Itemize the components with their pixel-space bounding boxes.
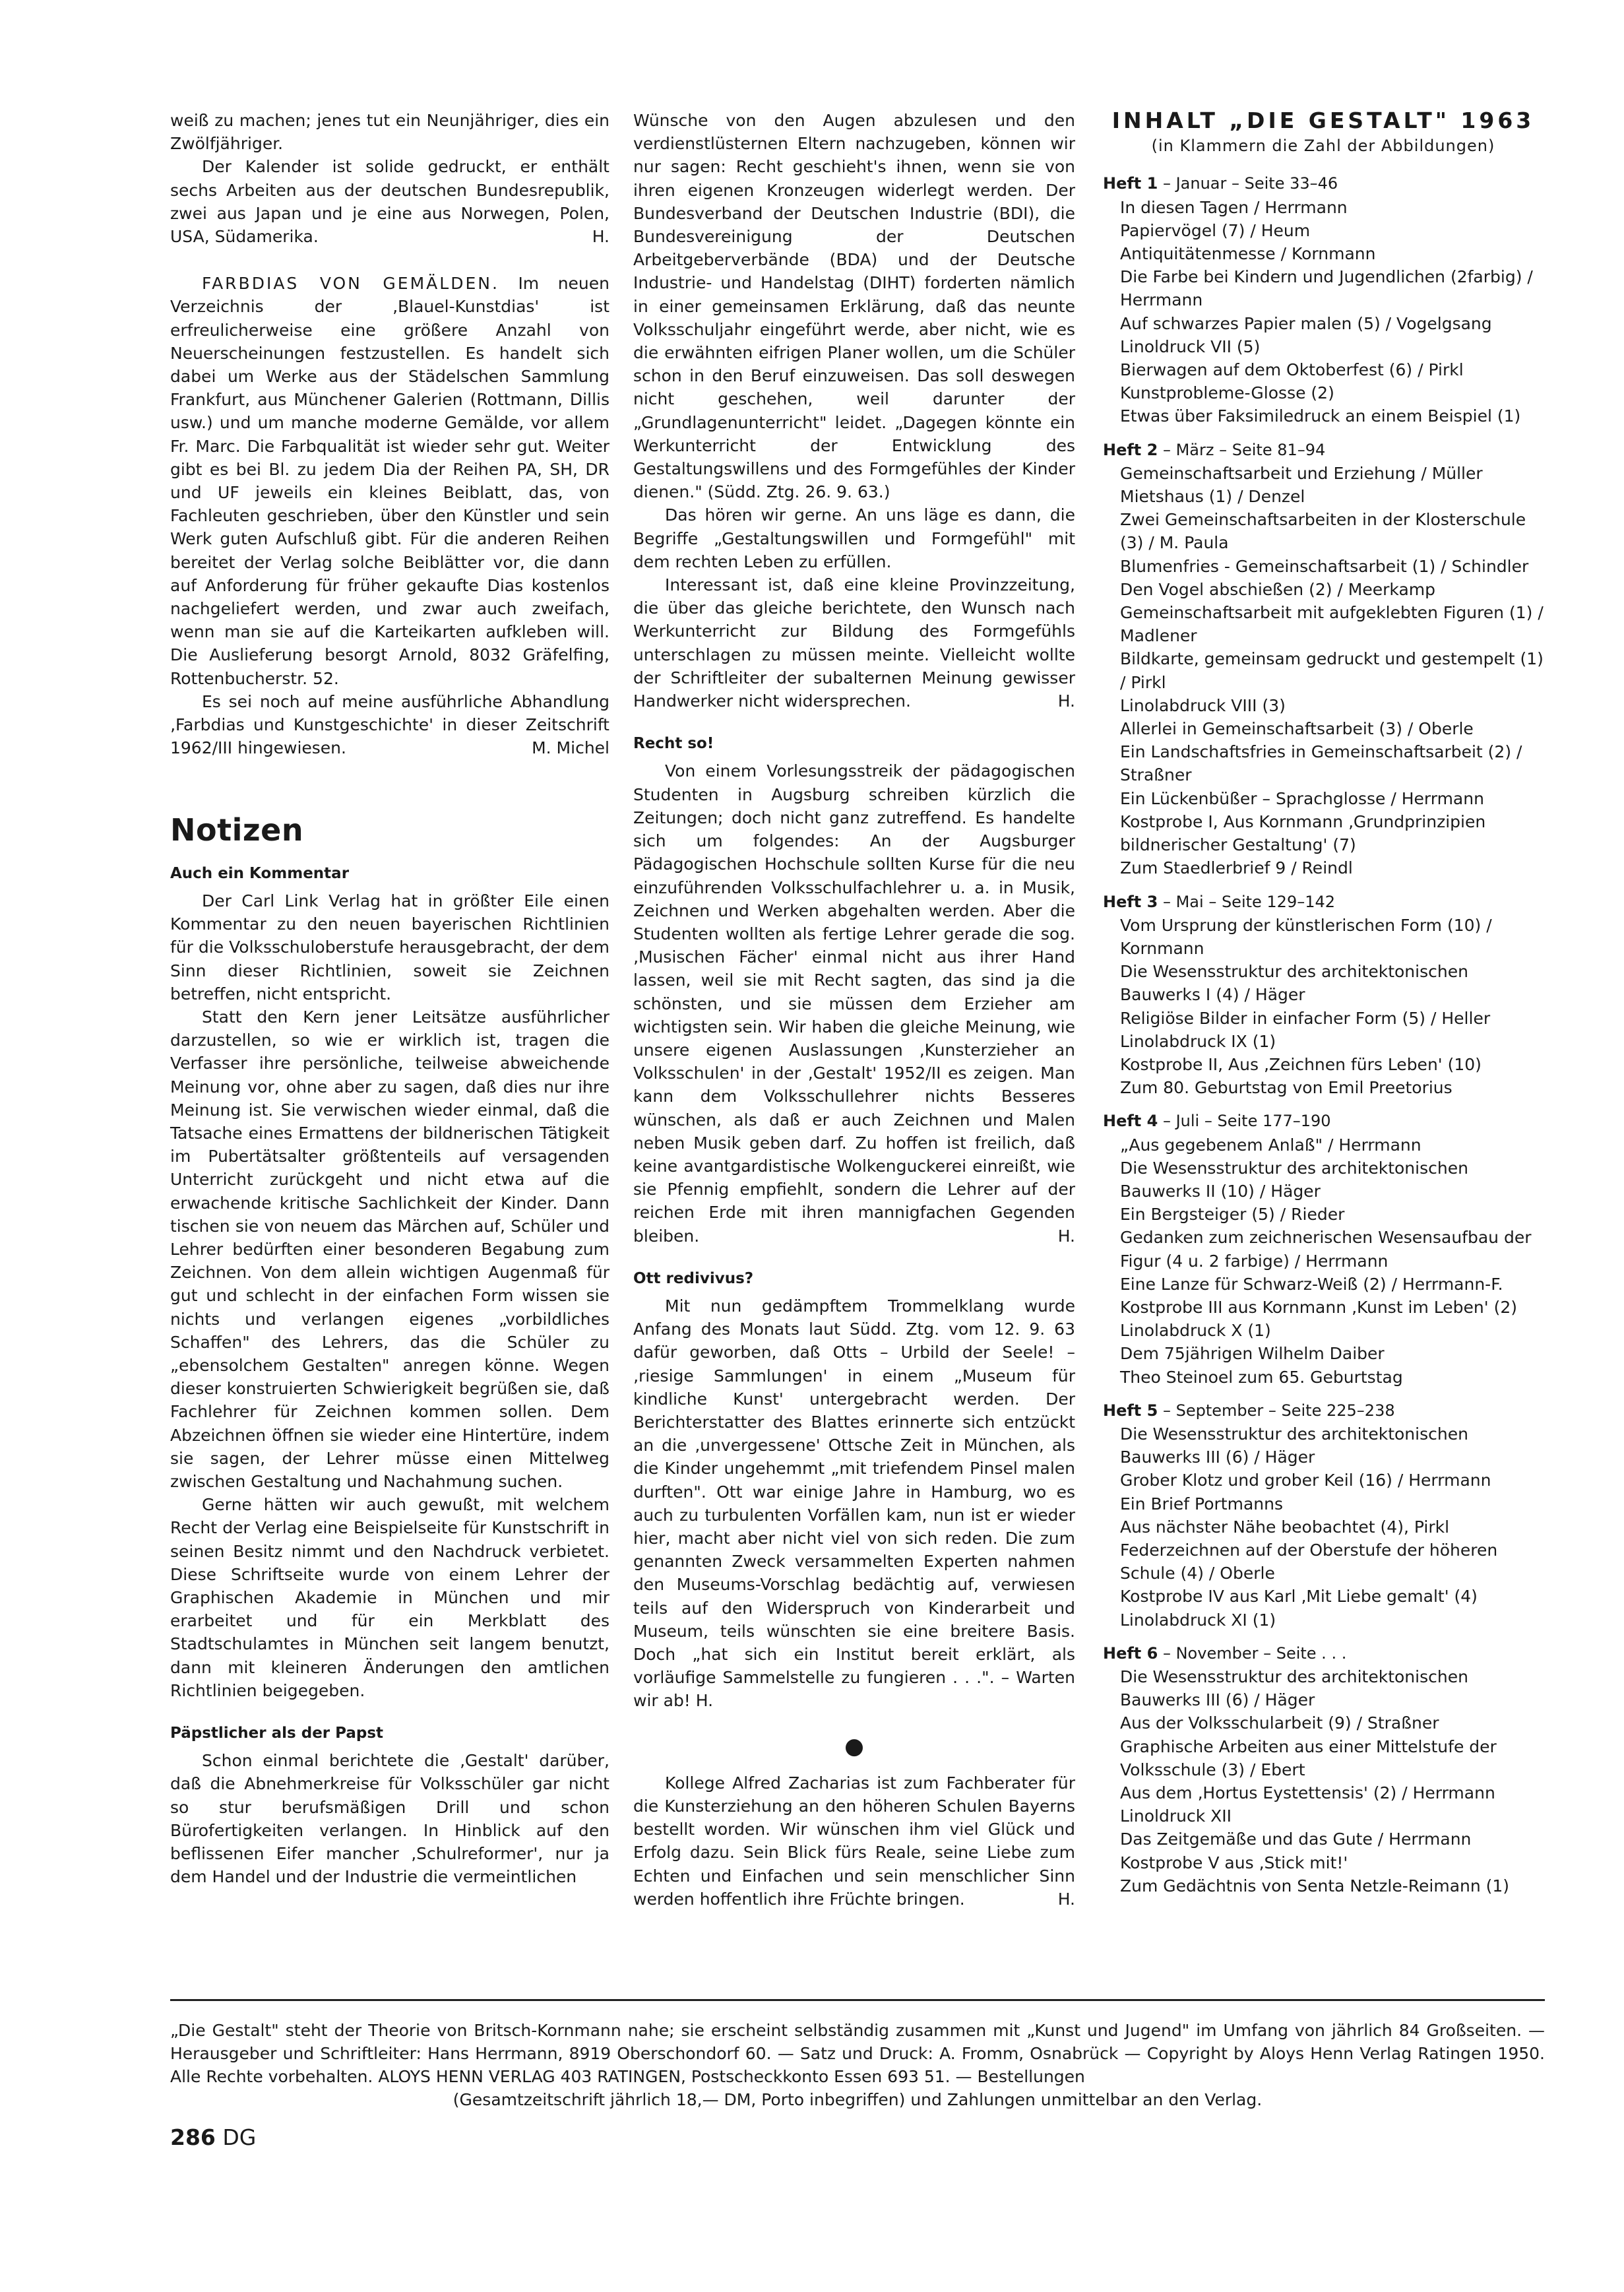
toc-entry: Kunstprobleme-Glosse (2) <box>1120 383 1334 403</box>
toc-issue-heading <box>1103 1110 1544 1133</box>
toc-entry: „Aus gegebenem Anlaß" / Herrmann <box>1120 1135 1421 1155</box>
column-left <box>170 109 609 1888</box>
toc-issue <box>1103 891 1544 1100</box>
toc-entry: Auf schwarzes Papier malen (5) / Vogelgsang <box>1120 313 1492 333</box>
toc-entry: Die Wesensstruktur des architektonischen Bauwerks III (6) / Häger <box>1120 1667 1468 1710</box>
toc-entry: Eine Lanze für Schwarz-Weiß (2) / Herrmann-F. <box>1120 1274 1503 1294</box>
paragraph <box>170 272 609 690</box>
paragraph: Mit nun gedämpftem Trommelklang wurde Anfang des Monats laut Südd. Ztg. vom 12. 9. 63 dafür geworben, daß Otts – Urbild der Seele! – ‚riesige Sammlungen' in einem „Museum für kindliche Kunst' untergebracht werden. Der Berichterstatter des Blattes erinnerte sich entzückt an die ‚unvergessene' Ottsche Zeit in München, als die Kinder ungehemmt „mit triefendem Pinsel malen durften". Ott war einige Jahre in Hamburg, wo es auch zu turbulenten Vorfällen kam, nun ist er wieder hier, macht aber nicht viel von sich reden. Die zum genannten Zweck versammelten Experten nahmen den Museums-Vorschlag bedächtig auf, verwiesen teils auf den Widerspruch von Kinderarbeit und Museum, teils wünschten sie eine breitere Basis. Doch „hat sich ein Institut bereit erklärt, als vorläufige Sammelstelle zu fungieren . . .". – Warten wir ab! H. <box>633 1296 1075 1711</box>
toc-entry: Papiervögel (7) / Heum <box>1120 220 1311 240</box>
page-number <box>170 2124 256 2150</box>
paragraph-text: Von einem Vorlesungsstreik der pädagogischen Studenten in Augsburg schreiben kürzlich die Zeitungen; doch nicht ganz zutreffend. Es handelte sich um folgendes: An der Augsburger Pädagogischen Hochschule sollten Kurse für die neu einzuführenden Volksschulfachlehrer u. a. in Musik, Zeichnen und Werken abgehalten werden. Aber die Studenten wollten als fertige Lehrer gerade die sog. ‚Musischen Fächer' einmal nicht aus ihrer Hand lassen, weil sie mit Recht sagten, das sind ja die schönsten, und sie müssen dem Erzieher am wichtigsten sein. Wir haben die gleiche Meinung, wie unsere eigenen Auslassungen ‚Kunsterzieher an Volksschulen' in der ‚Gestalt' 1952/II es zeigen. Man kann dem Volksschullehrer nichts Besseres wünschen, als daß er auch Zeichnen und Malen neben Musik geben darf. Zu hoffen ist freilich, daß keine avantgardistische Wolkenguckerei einreißt, wie sie Pfennig empfiehlt, sondern die Lehrer auf der reichen Erde mit ihren mannigfachen Gegenden bleiben. <box>633 761 1075 1246</box>
paragraph-text: Es sei noch auf meine ausführliche Abhandlung ‚Farbdias und Kunstgeschichte' in dieser Zeitschrift 1962/III hingewiesen. <box>170 691 609 758</box>
paragraph: Wünsche von den Augen abzulesen und den verdienstlüsternen Eltern nachzugeben, können wir nur sagen: Recht geschieht's ihnen, wenn sie von ihren eigenen Kronzeugen widerlegt werden. Der Bundesverband der Deutschen Industrie (BDI), die Bundesvereinigung der Deutschen Arbeitgeberverbände (BDA) und der Deutsche Industrie- und Handelstag (DIHT) forderten nämlich in einer gemeinsamen Erklärung, daß das neunte Volksschuljahr eingeführt werde, aber nicht, wie es die erwähnten eifrigen Planer wollen, um die Schüler schon in den Beruf einzuweisen. Das soll deswegen nicht geschehen, weil darunter der „Grundlagenunterricht" leidet. „Dagegen könnte ein Werkunterricht der Entwicklung des Gestaltungswillens und des Formgefühles der Kinder dienen." (Südd. Ztg. 26. 9. 63.) <box>633 111 1075 502</box>
footer-rule <box>170 1999 1545 2001</box>
toc-entry: Allerlei in Gemeinschaftsarbeit (3) / Oberle <box>1120 719 1474 739</box>
toc-issue-label: Heft 1 <box>1103 174 1158 193</box>
toc-entry: Kostprobe I, Aus Kornmann ‚Grundprinzipien bildnerischer Gestaltung' (7) <box>1120 812 1486 855</box>
toc-entry: Linoldruck XII <box>1120 1806 1232 1826</box>
toc-issue <box>1103 1110 1544 1388</box>
toc-entry: Ein Lückenbüßer – Sprachglosse / Herrmann <box>1120 788 1484 808</box>
toc-issue-label: Heft 3 <box>1103 892 1158 911</box>
toc-entry: Grober Klotz und grober Keil (16) / Herrmann <box>1120 1471 1491 1490</box>
toc-issue-heading <box>1103 172 1544 195</box>
toc-entry: Die Farbe bei Kindern und Jugendlichen (2farbig) / Herrmann <box>1120 267 1533 310</box>
paragraph <box>633 759 1075 1247</box>
toc-entry: Linolabdruck X (1) <box>1120 1321 1271 1341</box>
table-of-contents <box>1103 109 1544 1897</box>
toc-entry: Gemeinschaftsarbeit und Erziehung / Müller <box>1120 463 1483 483</box>
toc-entry: Graphische Arbeiten aus einer Mittelstufe der Volksschule (3) / Ebert <box>1120 1736 1497 1779</box>
paragraph <box>170 690 609 760</box>
toc-entry: Kostprobe V aus ‚Stick mit!' <box>1120 1853 1348 1872</box>
paragraph: Schon einmal berichtete die ‚Gestalt' darüber, daß die Abnehmerkreise für Volksschüler gar nicht so stur berufsmäßigen Drill und schon Bürofertigkeiten verlangen. In Hinblick auf den beflissenen Eifer mancher ‚Schulreformer', nur ja dem Handel und der Industrie die vermeintlichen <box>170 1751 609 1887</box>
toc-entry: In diesen Tagen / Herrmann <box>1120 197 1348 217</box>
paragraph-text: Kollege Alfred Zacharias ist zum Fachberater für die Kunsterziehung an den höheren Schulen Bayerns bestellt worden. Wir wünschen ihm viel Glück und Erfolg dazu. Sein Blick fürs Reale, seine Liebe zum Echten und Einfachen und sein menschlicher Sinn werden hoffentlich ihre Früchte bringen. <box>633 1773 1075 1909</box>
paragraph: weiß zu machen; jenes tut ein Neunjähriger, dies ein Zwölfjähriger. <box>170 111 609 154</box>
paragraph <box>170 155 609 248</box>
toc-issue-heading <box>1103 1642 1544 1665</box>
toc-issue <box>1103 439 1544 880</box>
toc-entry: Federzeichnen auf der Oberstufe der höheren Schule (4) / Oberle <box>1120 1540 1498 1583</box>
toc-entry: Linolabdruck IX (1) <box>1120 1031 1276 1051</box>
toc-entry: Gemeinschaftsarbeit mit aufgeklebten Figuren (1) / Madlener <box>1120 603 1544 646</box>
toc-issue-label: Heft 5 <box>1103 1401 1158 1420</box>
paragraph-text: Interessant ist, daß eine kleine Provinzzeitung, die über das gleiche berichtete, den Wunsch nach Werkunterricht zur Bildung des Formgefühls unterschlagen zu müssen meinte. Vielleicht wollte der Schriftleiter der subalternen Meinung gewisser Handwerker nicht widersprechen. <box>633 575 1075 711</box>
toc-subtitle: (in Klammern die Zahl der Abbildungen) <box>1151 137 1495 156</box>
paragraph-text: Der Kalender ist solide gedruckt, er enthält sechs Arbeiten aus der deutschen Bundesrepublik, zwei aus Japan und je eine aus Norwegen, Polen, USA, Südamerika. <box>170 157 609 247</box>
toc-issue-info: – November – Seite . . . <box>1158 1643 1347 1663</box>
toc-entry: Etwas über Faksimiledruck an einem Beispiel (1) <box>1120 406 1521 426</box>
toc-entry: Bildkarte, gemeinsam gedruckt und gestempelt (1) / Pirkl <box>1120 649 1544 692</box>
separator-bullet: ● <box>844 1733 864 1760</box>
column-middle <box>633 109 1075 1911</box>
journal-abbrev: DG <box>222 2124 257 2150</box>
author-sign: H. <box>1057 1889 1075 1909</box>
author-sign: M. Michel <box>532 738 609 758</box>
subheading: Päpstlicher als der Papst <box>170 1725 384 1742</box>
toc-entry: Die Wesensstruktur des architektonischen Bauwerks III (6) / Häger <box>1120 1424 1468 1467</box>
toc-entry: Ein Brief Portmanns <box>1120 1494 1283 1513</box>
subheading: Recht so! <box>633 735 714 753</box>
toc-entry: Dem 75jährigen Wilhelm Daiber <box>1120 1344 1385 1364</box>
toc-entry: Mietshaus (1) / Denzel <box>1120 487 1305 507</box>
toc-issue-info: – September – Seite 225–238 <box>1158 1401 1395 1420</box>
toc-entry: Aus nächster Nähe beobachtet (4), Pirkl <box>1120 1517 1450 1537</box>
toc-issue-label: Heft 6 <box>1103 1643 1158 1663</box>
toc-entry: Kostprobe II, Aus ‚Zeichnen fürs Leben' (10) <box>1120 1054 1482 1074</box>
toc-entry: Den Vogel abschießen (2) / Meerkamp <box>1120 579 1435 599</box>
toc-issue-heading <box>1103 439 1544 462</box>
toc-issue <box>1103 1642 1544 1897</box>
toc-entry: Religiöse Bilder in einfacher Form (5) / Heller <box>1120 1008 1491 1028</box>
toc-issue-label: Heft 4 <box>1103 1112 1158 1131</box>
toc-entry: Linolabdruck XI (1) <box>1120 1610 1276 1630</box>
colophon <box>170 2019 1545 2111</box>
toc-entry: Theo Steinoel zum 65. Geburtstag <box>1120 1367 1403 1387</box>
section-title-notizen: Notizen <box>170 812 304 848</box>
toc-entry: Gedanken zum zeichnerischen Wesensaufbau der Figur (4 u. 2 farbige) / Herrmann <box>1120 1228 1532 1271</box>
toc-entry: Zum 80. Geburtstag von Emil Preetorius <box>1120 1078 1452 1098</box>
toc-entry: Die Wesensstruktur des architektonischen Bauwerks I (4) / Häger <box>1120 962 1468 1005</box>
toc-issue-info: – Januar – Seite 33–46 <box>1158 174 1338 193</box>
paragraph-text: Im neuen Verzeichnis der ‚Blauel-Kunstdias' ist erfreulicherweise eine größere Anzahl von Neuerscheinungen festzustellen. Es handelt sich dabei um Werke aus der Städelschen Sammlung Frankfurt, aus Münchener Galerien (Rottmann, Dillis usw.) und um manche moderne Gemälde, vor allem Fr. Marc. Die Farbqualität ist wieder sehr gut. Weiter gibt es bei Bl. zu jedem Dia der Reihen PA, SH, DR und UF jeweils ein kleines Beiblatt, das, von Fachleuten geschrieben, über den Künstler und sein Werk guten Aufschluß gibt. Für die anderen Reihen bereitet der Verlag solche Beiblätter vor, die dann auf Anforderung für früher gekaufte Dias kostenlos nachgeliefert werden, und zwar auch zweifach, wenn man sie auf die Karteikarten aufkleben will. Die Auslieferung besorgt Arnold, 8032 Gräfelfing, Rottenbucherstr. 52. <box>170 274 609 688</box>
toc-entry: Aus dem ‚Hortus Eystettensis' (2) / Herrmann <box>1120 1783 1495 1803</box>
paragraph: Statt den Kern jener Leitsätze ausführlicher darzustellen, so wie er wirklich ist, tragen die Verfasser ihre persönliche, teilweise abweichende Meinung vor, ohne aber zu sagen, daß dies nur ihre Meinung ist. Sie verwischen wieder einmal, daß die Tatsache eines Ermattens der bildnerischen Tätigkeit im Pubertätsalter größtenteils auf versagenden Unterricht zurückgeht und nicht etwa auf die erwachende kritische Sachlichkeit der Kinder. Dann tischen sie von neuem das Märchen auf, Schüler und Lehrer bedürften einer besonderen Begabung zum Zeichnen. Von dem allein wichtigen Augenmaß für gut und schlecht in der einfachen Form wissen sie nichts und verlangen eigenes „vorbildliches Schaffen" des Lehrers, das die Schüler zu „ebensolchem Gestalten" anregen könne. Wegen dieser konstruierten Schwierigkeit begrüßen sie, daß Fachlehrer für Zeichnen kommen sollen. Dem Abzeichnen öffnen sie wieder eine Hintertüre, indem sie sagen, der Lehrer müsse einen Mittelweg zwischen Gestaltung und Nachahmung suchen. <box>170 1007 609 1491</box>
toc-entry: Antiquitätenmesse / Kornmann <box>1120 244 1376 264</box>
toc-issue <box>1103 1399 1544 1632</box>
toc-entry: Ein Landschaftsfries in Gemeinschaftsarbeit (2) / Straßner <box>1120 742 1522 785</box>
toc-issue-heading <box>1103 1399 1544 1422</box>
page-number-value: 286 <box>170 2124 216 2150</box>
toc-issue-info: – März – Seite 81–94 <box>1158 440 1326 459</box>
paragraph <box>633 1771 1075 1911</box>
toc-entry: Bierwagen auf dem Oktoberfest (6) / Pirkl <box>1120 360 1464 380</box>
author-sign: H. <box>1057 691 1075 711</box>
colophon-text-last: (Gesamtzeitschrift jährlich 18,— DM, Porto inbegriffen) und Zahlungen unmittelbar an den Verlag. <box>453 2090 1263 2109</box>
toc-title: INHALT „DIE GESTALT" 1963 <box>1111 108 1535 133</box>
toc-entry: Vom Ursprung der künstlerischen Form (10) / Kornmann <box>1120 915 1492 958</box>
paragraph <box>633 573 1075 713</box>
section-lead: FARBDIAS VON GEMÄLDEN. <box>202 274 499 294</box>
toc-entry: Das Zeitgemäße und das Gute / Herrmann <box>1120 1830 1472 1849</box>
subheading: Auch ein Kommentar <box>170 864 350 882</box>
toc-entry: Die Wesensstruktur des architektonischen Bauwerks II (10) / Häger <box>1120 1158 1468 1201</box>
toc-issue-info: – Mai – Seite 129–142 <box>1158 892 1336 911</box>
toc-issue-label: Heft 2 <box>1103 440 1158 459</box>
toc-entry: Aus der Volksschularbeit (9) / Straßner <box>1120 1713 1439 1733</box>
paragraph: Das hören wir gerne. An uns läge es dann, die Begriffe „Gestaltungswillen und Formgefühl" mit dem rechten Leben zu erfüllen. <box>633 505 1075 571</box>
toc-entry: Linoldruck VII (5) <box>1120 336 1261 356</box>
toc-entry: Ein Bergsteiger (5) / Rieder <box>1120 1205 1345 1225</box>
paragraph: Gerne hätten wir auch gewußt, mit welchem Recht der Verlag eine Beispielseite für Kunstschrift in seinen Besitz nimmt und den Nachdruck verbietet. Diese Schriftseite wurde von einem Lehrer der Graphischen Akademie in München und mir erarbeitet und für ein Merkblatt des Stadtschulamtes in München seit langem benutzt, dann mit kleineren Änderungen den amtlichen Richtlinien beigegeben. <box>170 1495 609 1700</box>
author-sign: H. <box>1057 1226 1075 1246</box>
toc-entry: Zum Gedächtnis von Senta Netzle-Reimann (1) <box>1120 1876 1510 1895</box>
toc-issue <box>1103 172 1544 428</box>
toc-entry: Linolabdruck VIII (3) <box>1120 695 1286 715</box>
toc-entry: Zum Staedlerbrief 9 / Reindl <box>1120 858 1353 878</box>
toc-entry: Kostprobe IV aus Karl ‚Mit Liebe gemalt' (4) <box>1120 1587 1478 1607</box>
colophon-text: „Die Gestalt" steht der Theorie von Britsch-Kornmann nahe; sie erscheint selbständig zusammen mit „Kunst und Jugend" im Umfang von jährlich 84 Großseiten. — Herausgeber und Schriftleiter: Hans Herrmann, 8919 Oberschondorf 60. — Satz und Druck: A. Fromm, Osnabrück — Copyright by Aloys Henn Verlag Ratingen 1950. Alle Rechte vorbehalten. ALOYS HENN VERLAG 403 RATINGEN, Postscheckkonto Essen 693 51. — Bestellungen <box>170 2021 1545 2086</box>
toc-entry: Blumenfries - Gemeinschaftsarbeit (1) / Schindler <box>1120 556 1529 576</box>
author-sign: H. <box>592 227 609 247</box>
paragraph: Der Carl Link Verlag hat in größter Eile einen Kommentar zu den neuen bayerischen Richtlinien für die Volksschuloberstufe herausgebracht, der dem Sinn dieser Richtlinien, soweit sie Zeichnen betreffen, nicht entspricht. <box>170 891 609 1003</box>
toc-entry: Zwei Gemeinschaftsarbeiten in der Klosterschule (3) / M. Paula <box>1120 510 1526 553</box>
toc-issues <box>1103 172 1544 1897</box>
toc-issue-info: – Juli – Seite 177–190 <box>1158 1112 1331 1131</box>
toc-entry: Kostprobe III aus Kornmann ‚Kunst im Leben' (2) <box>1120 1297 1518 1317</box>
toc-issue-heading <box>1103 891 1544 914</box>
subheading: Ott redivivus? <box>633 1269 754 1287</box>
